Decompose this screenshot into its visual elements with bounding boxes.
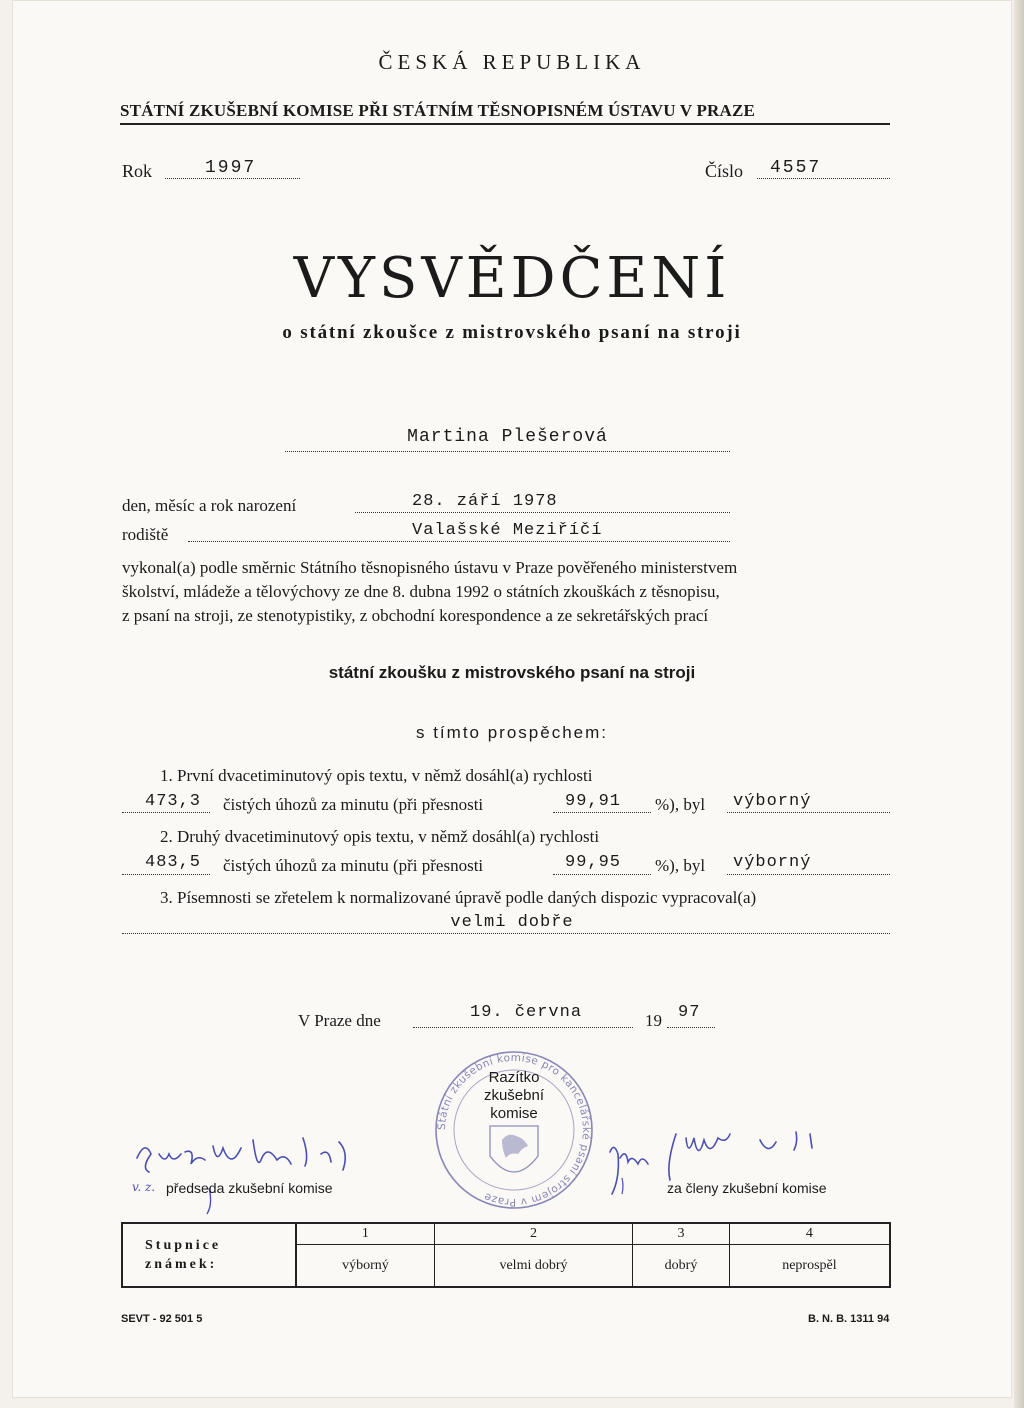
header-rule <box>120 123 890 125</box>
item-1-accuracy-line <box>553 812 651 813</box>
item-1-speed: 473,3 <box>145 792 202 811</box>
year-dotted-line <box>165 178 300 179</box>
year-label: Rok <box>122 161 153 181</box>
scale-grade-4: neprospěl <box>729 1245 890 1288</box>
lion-emblem-icon <box>502 1135 528 1158</box>
date-value: 19. června <box>470 1003 583 1022</box>
item-3-grade: velmi dobře <box>450 913 574 932</box>
scale-heading-line-2: známek: <box>145 1257 218 1272</box>
candidate-name: Martina Plešerová <box>407 427 608 447</box>
grading-scale-table <box>121 1222 891 1288</box>
document-title: VYSVĚDČENÍ <box>293 246 731 311</box>
item-1-grade: výborný <box>733 792 812 811</box>
item-1-grade-line <box>727 812 890 813</box>
item-2-speed: 483,5 <box>145 853 202 872</box>
legal-basis-paragraph <box>122 556 902 628</box>
scale-grade-2: velmi dobrý <box>434 1245 632 1288</box>
date-year-dotted-line <box>667 1027 715 1028</box>
scale-number-3: 3 <box>633 1223 730 1245</box>
stamp-line-3: komise <box>490 1105 538 1122</box>
number-label: Číslo <box>705 161 744 181</box>
birth-date-value: 28. září 1978 <box>412 492 558 511</box>
date-dotted-line <box>413 1027 633 1028</box>
print-code-right: B. N. B. 1311 94 <box>808 1313 890 1325</box>
item-1-mid-text: čistých úhozů za minutu (při přesnosti <box>223 795 484 814</box>
item-3-grade-line <box>122 933 890 934</box>
chair-prefix: v. z. <box>132 1180 156 1194</box>
stamp-line-1: Razítko <box>488 1069 540 1086</box>
legal-basis-line-1: vykonal(a) podle směrnic Státního těsnopisného ústavu v Praze pověřeného ministerstvem <box>122 558 738 577</box>
item-2-end-text: %), byl <box>655 856 706 875</box>
chair-label: předseda zkušební komise <box>166 1180 333 1196</box>
item-2-accuracy: 99,95 <box>565 853 622 872</box>
scale-grade-1: výborný <box>296 1245 434 1288</box>
paper-edge-shadow <box>1014 0 1024 1408</box>
birth-date-label: den, měsíc a rok narození <box>122 496 297 515</box>
birthplace-dotted-line <box>188 541 730 542</box>
document-subtitle: o státní zkoušce z mistrovského psaní na stroji <box>282 322 742 343</box>
scale-heading <box>122 1223 296 1287</box>
item-1-end-text: %), byl <box>655 795 706 814</box>
birthplace-value: Valašské Meziříčí <box>412 521 603 540</box>
name-dotted-line <box>285 451 730 452</box>
members-label: za členy zkušební komise <box>667 1180 827 1196</box>
legal-basis-line-3: z psaní na stroji, ze stenotypistiky, z obchodní korespondence a ze sekretářských prací <box>122 606 709 625</box>
year-value: 1997 <box>205 158 257 178</box>
print-code-left: SEVT - 92 501 5 <box>121 1313 203 1325</box>
scale-heading-line-1: Stupnice <box>145 1238 222 1253</box>
stamp-center-text <box>432 1069 596 1123</box>
number-value: 4557 <box>770 158 822 178</box>
result-item-2-text: 2. Druhý dvacetiminutový opis textu, v němž dosáhl(a) rychlosti <box>160 827 600 846</box>
item-2-grade: výborný <box>733 853 812 872</box>
item-2-mid-text: čistých úhozů za minutu (při přesnosti <box>223 856 484 875</box>
date-label: V Praze dne <box>298 1011 381 1030</box>
country-heading: ČESKÁ REPUBLIKA <box>378 50 646 74</box>
item-2-speed-line <box>122 874 210 875</box>
date-year-suffix: 97 <box>678 1003 701 1022</box>
scale-number-2: 2 <box>434 1223 632 1245</box>
date-year-prefix: 19 <box>645 1011 662 1030</box>
number-dotted-line <box>757 178 890 179</box>
stamp-line-2: zkušební <box>483 1087 545 1104</box>
scale-grade-3: dobrý <box>633 1245 730 1288</box>
scale-number-1: 1 <box>296 1223 434 1245</box>
result-item-3-text: 3. Písemnosti se zřetelem k normalizované úpravě podle daných dispozic vypracoval(a) <box>160 888 757 907</box>
result-item-1-text: 1. První dvacetiminutový opis textu, v němž dosáhl(a) rychlosti <box>160 766 593 785</box>
scale-number-4: 4 <box>729 1223 890 1245</box>
result-intro: s tímto prospěchem: <box>415 723 608 742</box>
legal-basis-line-2: školství, mládeže a tělovýchovy ze dne 8. dubna 1992 o státních zkouškách z těsnopisu, <box>122 582 720 601</box>
item-1-speed-line <box>122 812 210 813</box>
commission-heading: STÁTNÍ ZKUŠEBNÍ KOMISE PŘI STÁTNÍM TĚSNOPISNÉM ÚSTAVU V PRAZE <box>120 101 756 120</box>
birthplace-label: rodiště <box>122 525 169 544</box>
birth-date-dotted-line <box>355 512 730 513</box>
exam-name: státní zkoušku z mistrovského psaní na stroji <box>328 663 696 682</box>
item-1-accuracy: 99,91 <box>565 792 622 811</box>
chair-signature <box>125 1128 375 1218</box>
stamp-ring-text: Státní zkušební komise pro kancelářské psaní strojem v Praze <box>435 1051 593 1209</box>
item-2-grade-line <box>727 874 890 875</box>
item-2-accuracy-line <box>553 874 651 875</box>
